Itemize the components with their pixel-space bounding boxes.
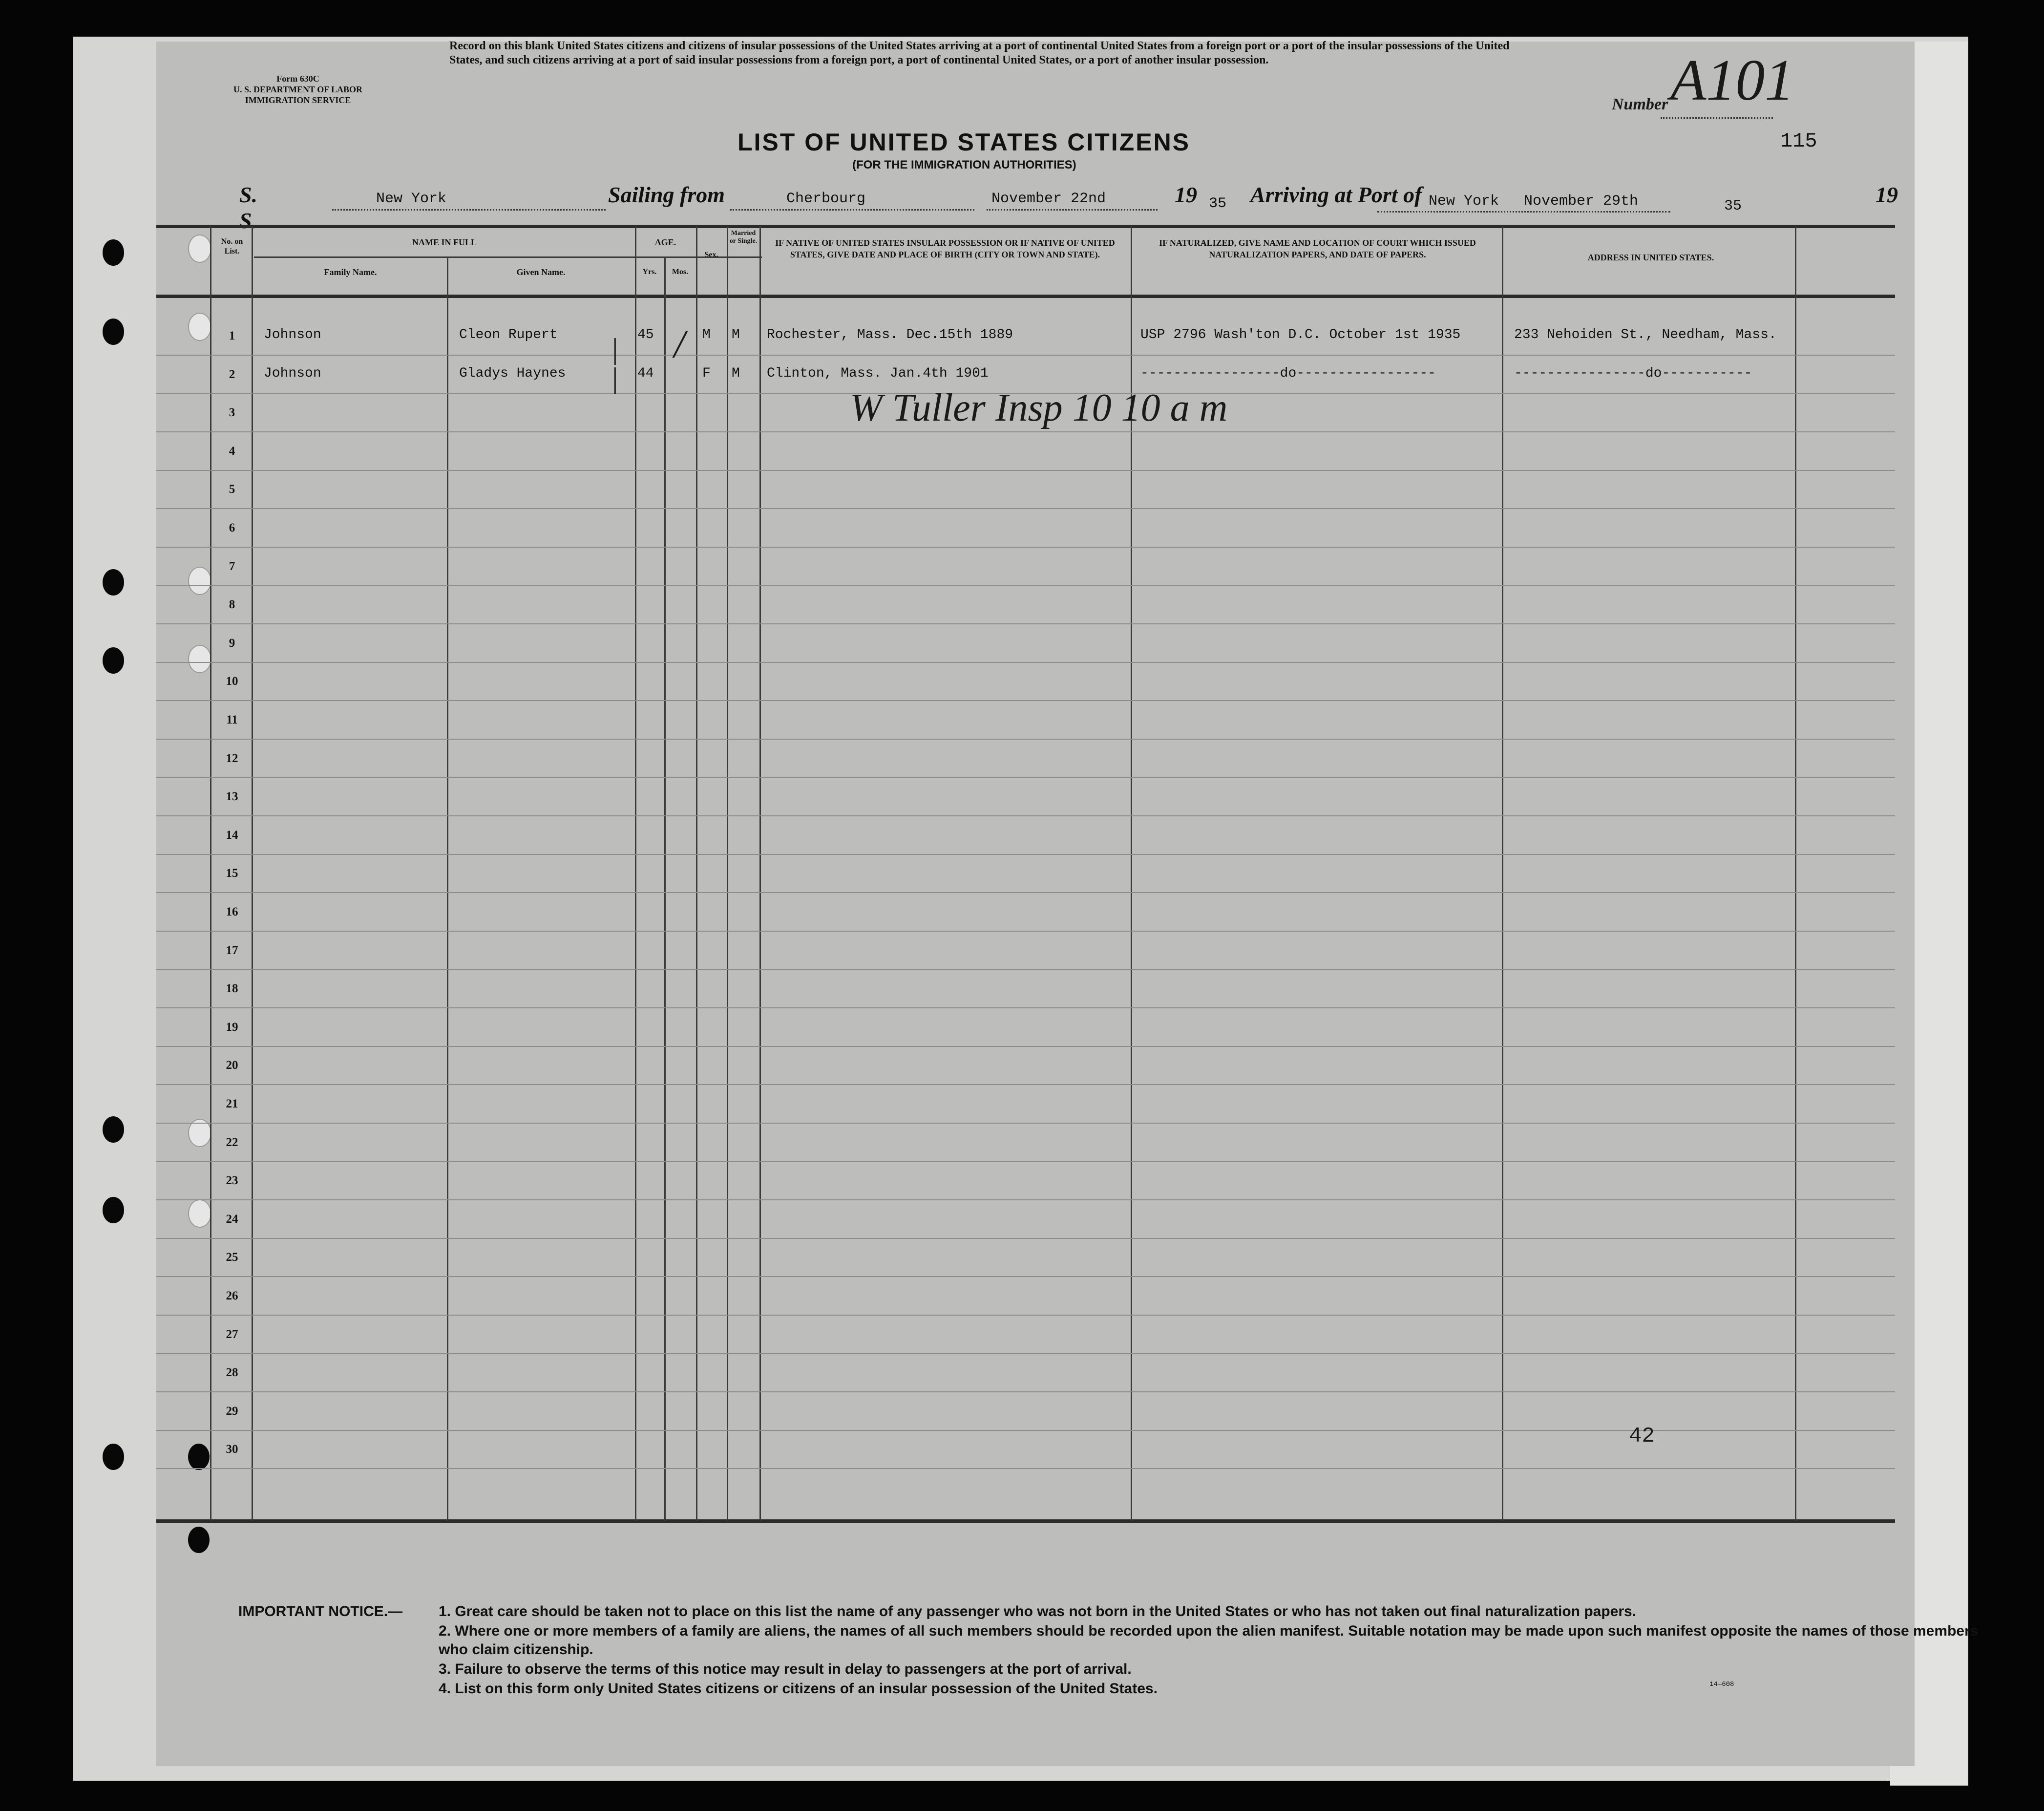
row-rule xyxy=(156,1391,1895,1392)
row-2-naturalized: -----------------do----------------- xyxy=(1140,365,1436,381)
row-11-no: 11 xyxy=(226,713,238,726)
arrival-year: 35 xyxy=(1724,198,1742,214)
passenger-count: 42 xyxy=(1629,1424,1655,1449)
row-19-no: 19 xyxy=(226,1020,238,1034)
form-title: LIST OF UNITED STATES CITIZENS xyxy=(738,128,1191,156)
row-23-no: 23 xyxy=(226,1174,238,1188)
notice-item-4: 4. List on this form only United States citizens or citizens of an insular possession of the United States. xyxy=(439,1681,1158,1697)
row-rule xyxy=(156,739,1895,740)
binder-hole xyxy=(188,313,211,341)
notice-item-3: 3. Failure to observe the terms of this notice may result in delay to passengers at the port of arrival. xyxy=(439,1661,1132,1677)
binder-hole xyxy=(188,1527,210,1553)
manifest-page xyxy=(156,42,1915,1766)
ss-label: S. S. xyxy=(239,182,258,233)
sailing-port: Cherbourg xyxy=(786,191,866,207)
inspector-annotation: W Tuller Insp 10 10 a m xyxy=(850,386,1228,429)
row-rule xyxy=(156,1468,1895,1469)
binder-hole xyxy=(103,1116,124,1143)
col-divider xyxy=(727,226,728,1521)
binder-hole xyxy=(103,647,124,674)
row-1-given: Cleon Rupert xyxy=(459,327,558,342)
row-1-sex: M xyxy=(702,327,711,342)
sailing-date: November 22nd xyxy=(991,191,1106,207)
row-rule xyxy=(156,355,1895,356)
col-birth: IF NATIVE OF UNITED STATES INSULAR POSSESSION OR IF NATIVE OF UNITED STATES, GIVE DATE AND PLACE OF BIRTH (CITY OR TOWN AND STATE). xyxy=(775,238,1115,259)
binder-hole xyxy=(103,1444,124,1470)
bracket-mark: | xyxy=(611,333,619,365)
sailing-port-line xyxy=(730,209,974,211)
row-30-no: 30 xyxy=(226,1443,238,1456)
row-10-no: 10 xyxy=(226,675,238,688)
table-top-rule xyxy=(156,225,1895,228)
row-1-married: M xyxy=(732,327,740,342)
binder-hole xyxy=(188,1444,210,1470)
binder-hole xyxy=(188,567,211,595)
col-naturalized: IF NATURALIZED, GIVE NAME AND LOCATION OF COURT WHICH ISSUED NATURALIZATION PAPERS, AND DATE OF PAPERS. xyxy=(1159,238,1476,259)
row-rule xyxy=(156,623,1895,624)
number-value: A101 xyxy=(1670,47,1794,112)
row-rule xyxy=(156,1007,1895,1008)
row-rule xyxy=(156,892,1895,893)
row-16-no: 16 xyxy=(226,905,238,918)
col-divider xyxy=(1795,226,1796,1521)
row-1-family: Johnson xyxy=(264,327,321,342)
row-2-yrs: 44 xyxy=(637,365,654,381)
row-rule xyxy=(156,969,1895,970)
row-2-sex: F xyxy=(702,365,711,381)
row-1-birth: Rochester, Mass. Dec.15th 1889 xyxy=(767,327,1013,342)
row-5-no: 5 xyxy=(229,483,235,496)
ship-name: New York xyxy=(376,191,447,207)
row-26-no: 26 xyxy=(226,1289,238,1302)
check-mark: / xyxy=(674,323,685,366)
arrival-date: November 29th xyxy=(1524,193,1639,210)
row-27-no: 27 xyxy=(226,1327,238,1341)
row-rule xyxy=(156,700,1895,701)
row-1-address: 233 Nehoiden St., Needham, Mass. xyxy=(1514,327,1777,342)
col-divider xyxy=(447,256,448,1521)
row-15-no: 15 xyxy=(226,867,238,880)
col-married: Married or Single. xyxy=(729,230,758,245)
department: U. S. DEPARTMENT OF LABOR xyxy=(233,85,363,94)
table-bottom-rule xyxy=(156,1519,1895,1523)
row-rule xyxy=(156,815,1895,816)
notice-item-2: 2. Where one or more members of a family are aliens, the names of all such members should be recorded upon the alien manifest. Suitable notation may be made upon such manifest opposite the names of those members who claim citizenship. xyxy=(439,1623,1979,1658)
row-1-naturalized: USP 2796 Wash'ton D.C. October 1st 1935 xyxy=(1140,327,1461,342)
binder-hole xyxy=(103,319,124,345)
ship-line xyxy=(332,209,606,211)
row-2-birth: Clinton, Mass. Jan.4th 1901 xyxy=(767,365,989,381)
row-29-no: 29 xyxy=(226,1404,238,1418)
binder-hole xyxy=(188,234,211,263)
service: IMMIGRATION SERVICE xyxy=(245,95,351,105)
row-14-no: 14 xyxy=(226,828,238,842)
binder-hole xyxy=(103,239,124,266)
row-12-no: 12 xyxy=(226,751,238,765)
form-subtitle: (FOR THE IMMIGRATION AUTHORITIES) xyxy=(852,158,1076,171)
col-name-in-full: NAME IN FULL xyxy=(412,237,477,247)
row-rule xyxy=(156,854,1895,855)
col-divider xyxy=(696,226,697,1521)
col-mos: Mos. xyxy=(672,268,689,276)
row-rule xyxy=(156,547,1895,548)
row-3-no: 3 xyxy=(229,406,235,420)
row-2-married: M xyxy=(732,365,740,381)
row-24-no: 24 xyxy=(226,1212,238,1226)
row-1-yrs: 45 xyxy=(637,327,654,342)
row-rule xyxy=(156,1046,1895,1047)
binder-hole xyxy=(188,1199,211,1228)
row-rule xyxy=(156,585,1895,586)
row-9-no: 9 xyxy=(229,636,235,650)
row-rule xyxy=(156,662,1895,663)
number-label: Number xyxy=(1612,95,1668,113)
form-id-block xyxy=(210,73,386,106)
row-28-no: 28 xyxy=(226,1366,238,1380)
name-age-subrule xyxy=(254,256,762,258)
arriving-label: Arriving at Port of xyxy=(1250,182,1422,207)
table-header-rule xyxy=(156,295,1895,298)
row-rule xyxy=(156,470,1895,471)
binder-hole xyxy=(103,1197,124,1223)
col-yrs: Yrs. xyxy=(642,268,657,276)
arrival-port: New York xyxy=(1429,193,1499,210)
row-rule xyxy=(156,1084,1895,1085)
year-prefix-1: 19 xyxy=(1175,182,1197,207)
row-21-no: 21 xyxy=(226,1097,238,1110)
print-code: 14—608 xyxy=(1709,1681,1734,1688)
sailing-year: 35 xyxy=(1209,195,1227,212)
row-20-no: 20 xyxy=(226,1059,238,1072)
row-rule xyxy=(156,1123,1895,1124)
bracket-mark: | xyxy=(611,362,619,394)
row-rule xyxy=(156,931,1895,932)
sailing-date-line xyxy=(987,209,1158,211)
number-line xyxy=(1661,117,1773,119)
row-rule xyxy=(156,1353,1895,1354)
row-4-no: 4 xyxy=(229,444,235,458)
record-instructions: Record on this blank United States citizens and citizens of insular possessions of the United States arriving at a port of continental United States from a foreign port or a port of the insular possessions of the United States, and such citizens arriving at a port of said insular possessions from a foreign port, a port of continental United States, or a port of another insular possession. xyxy=(449,40,1510,66)
row-rule xyxy=(156,1276,1895,1277)
notice-item-1: 1. Great care should be taken not to place on this list the name of any passenger who was not born in the United States or who has not taken out final naturalization papers. xyxy=(439,1603,1637,1619)
notice-lead: IMPORTANT NOTICE.— xyxy=(238,1603,403,1619)
col-divider xyxy=(1502,226,1503,1521)
row-7-no: 7 xyxy=(229,559,235,573)
row-2-given: Gladys Haynes xyxy=(459,365,566,381)
row-18-no: 18 xyxy=(226,982,238,996)
row-6-no: 6 xyxy=(229,521,235,534)
col-address: ADDRESS IN UNITED STATES. xyxy=(1587,253,1714,262)
binder-hole xyxy=(188,645,211,673)
page-number: 115 xyxy=(1780,129,1817,153)
form-number: Form 630C xyxy=(276,74,319,84)
year-prefix-2: 19 xyxy=(1875,182,1898,207)
row-8-no: 8 xyxy=(229,598,235,612)
col-divider xyxy=(759,226,761,1521)
col-divider xyxy=(635,226,636,1521)
col-no-on-list: No. on List. xyxy=(221,237,243,256)
row-rule xyxy=(156,431,1895,432)
row-rule xyxy=(156,1315,1895,1316)
col-age: AGE. xyxy=(654,237,676,247)
row-2-no: 2 xyxy=(229,367,235,381)
arrival-port-line xyxy=(1377,211,1670,213)
row-rule xyxy=(156,777,1895,778)
row-1-no: 1 xyxy=(229,329,235,342)
row-25-no: 25 xyxy=(226,1251,238,1264)
binder-hole xyxy=(103,569,124,596)
col-divider xyxy=(664,256,666,1521)
col-given-name: Given Name. xyxy=(516,267,566,277)
row-2-family: Johnson xyxy=(264,365,321,381)
col-family-name: Family Name. xyxy=(324,267,377,277)
row-17-no: 17 xyxy=(226,943,238,957)
row-rule xyxy=(156,1161,1895,1162)
row-rule xyxy=(156,1199,1895,1200)
col-sex: Sex. xyxy=(704,251,718,259)
sailing-label: Sailing from xyxy=(608,182,725,207)
row-2-address: ----------------do----------- xyxy=(1514,365,1752,381)
row-22-no: 22 xyxy=(226,1135,238,1149)
row-rule xyxy=(156,1238,1895,1239)
row-rule xyxy=(156,508,1895,509)
row-13-no: 13 xyxy=(226,790,238,804)
